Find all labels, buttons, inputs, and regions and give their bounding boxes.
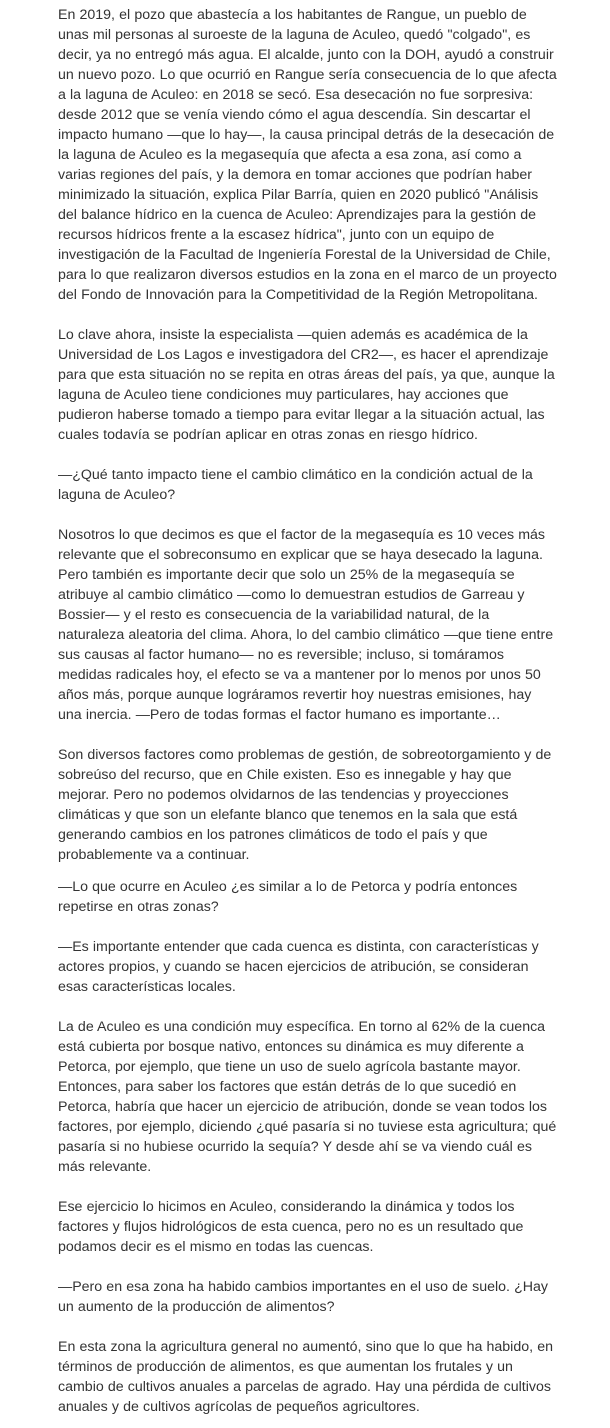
answer-each-basin: —Es importante entender que cada cuenca es distinta, con características y actores propios, y cuando se hacen ejercicios de atribución, se consideran esas características locales. <box>58 939 539 995</box>
paragraph-key-learning: Lo clave ahora, insiste la especialista —quien además es académica de la Universidad de Los Lagos e investigadora del CR2—, es hacer el aprendizaje para que esta situación no se repita en otras áreas del país, ya que, aunque la laguna de Aculeo tiene condiciones muy particulares, hay acciones que pudieron haberse tomado a tiempo para evitar llegar a la situación actual, las cuales todavía se podrían aplicar en otras zonas en riesgo hídrico. <box>58 327 555 443</box>
answer-aculeo-condition: La de Aculeo es una condición muy específica. En torno al 62% de la cuenca está cubierta por bosque nativo, entonces su dinámica es muy diferente a Petorca, por ejemplo, que tiene un uso de suelo agrícola bastante mayor. Entonces, para saber los factores que están detrás de lo que sucedió en Petorca, habría que hacer un ejercicio de atribución, donde se vean todos los factores, por ejemplo, diciendo ¿qué pasaría si no tuviese esta agricultura; qué pasaría si no hubiese ocurrido la sequía? Y desde ahí se va viendo cuál es más relevante. <box>58 1019 557 1175</box>
answer-climate-change: Nosotros lo que decimos es que el factor de la megasequía es 10 veces más relevante que el sobreconsumo en explicar que se haya desecado la laguna. Pero también es importante decir que solo un 25% de la megasequía se atribuye al cambio climático —como lo demuestran estudios de Garreau y Bossier— y el resto es consecuencia de la variabilidad natural, de la naturaleza aleatoria del clima. Ahora, lo del cambio climático —que tiene entre sus causas al factor humano— no es reversible; incluso, si tomáramos medidas radicales hoy, el efecto se va a mantener por lo menos por unos 50 años más, porque aunque lográramos revertir hoy nuestras emisiones, hay una inercia. —Pero de todas formas el factor humano es importante… <box>58 527 554 723</box>
paragraph-intro: En 2019, el pozo que abastecía a los habitantes de Rangue, un pueblo de unas mil personas al suroeste de la laguna de Aculeo, quedó "colgado", es decir, ya no entregó más agua. El alcalde, junto con la DOH, ayudó a construir un nuevo pozo. Lo que ocurrió en Rangue sería consecuencia de lo que afecta a la laguna de Aculeo: en 2018 se secó. Esa desecación no fue sorpresiva: desde 2012 que se venía viendo cómo el agua descendía. Sin descartar el impacto humano —que lo hay—, la causa principal detrás de la desecación de la laguna de Aculeo es la megasequía que afecta a esa zona, así como a varias regiones del país, y la demora en tomar acciones que podrían haber minimizado la situación, explica Pilar Barría, quien en 2020 publicó "Análisis del balance hídrico en la cuenca de Aculeo: Aprendizajes para la gestión de recursos hídricos frente a la escasez hídrica", junto con un equipo de investigación de la Facultad de Ingeniería Forestal de la Universidad de Chile, para lo que realizaron diversos estudios en la zona en el marco de un proyecto del Fondo de Innovación para la Competitividad de la Región Metropolitana. <box>58 7 557 303</box>
question-climate-change: —¿Qué tanto impacto tiene el cambio climático en la condición actual de la laguna de Aculeo? <box>58 467 533 503</box>
article-body <box>58 5 558 1417</box>
answer-agriculture: En esta zona la agricultura general no aumentó, sino que lo que ha habido, en términos de producción de alimentos, es que aumentan los frutales y un cambio de cultivos anuales a parcelas de agrado. Hay una pérdida de cultivos anuales y de cultivos agrícolas de pequeños agricultores. <box>58 1339 553 1415</box>
answer-attribution-exercise: Ese ejercicio lo hicimos en Aculeo, considerando la dinámica y todos los factores y flujos hidrológicos de esta cuenca, pero no es un resultado que podamos decir es el mismo en todas las cuencas. <box>58 1199 524 1255</box>
question-petorca: —Lo que ocurre en Aculeo ¿es similar a lo de Petorca y podría entonces repetirse en otras zonas? <box>58 879 518 915</box>
question-land-use: —Pero en esa zona ha habido cambios importantes en el uso de suelo. ¿Hay un aumento de la producción de alimentos? <box>58 1279 548 1315</box>
answer-human-factor: Son diversos factores como problemas de gestión, de sobreotorgamiento y de sobreúso del recurso, que en Chile existen. Eso es innegable y hay que mejorar. Pero no podemos olvidarnos de las tendencias y proyecciones climáticas y que son un elefante blanco que tenemos en la sala que está generando cambios en los patrones climáticos de todo el país y que probablemente va a continuar. <box>58 747 552 863</box>
